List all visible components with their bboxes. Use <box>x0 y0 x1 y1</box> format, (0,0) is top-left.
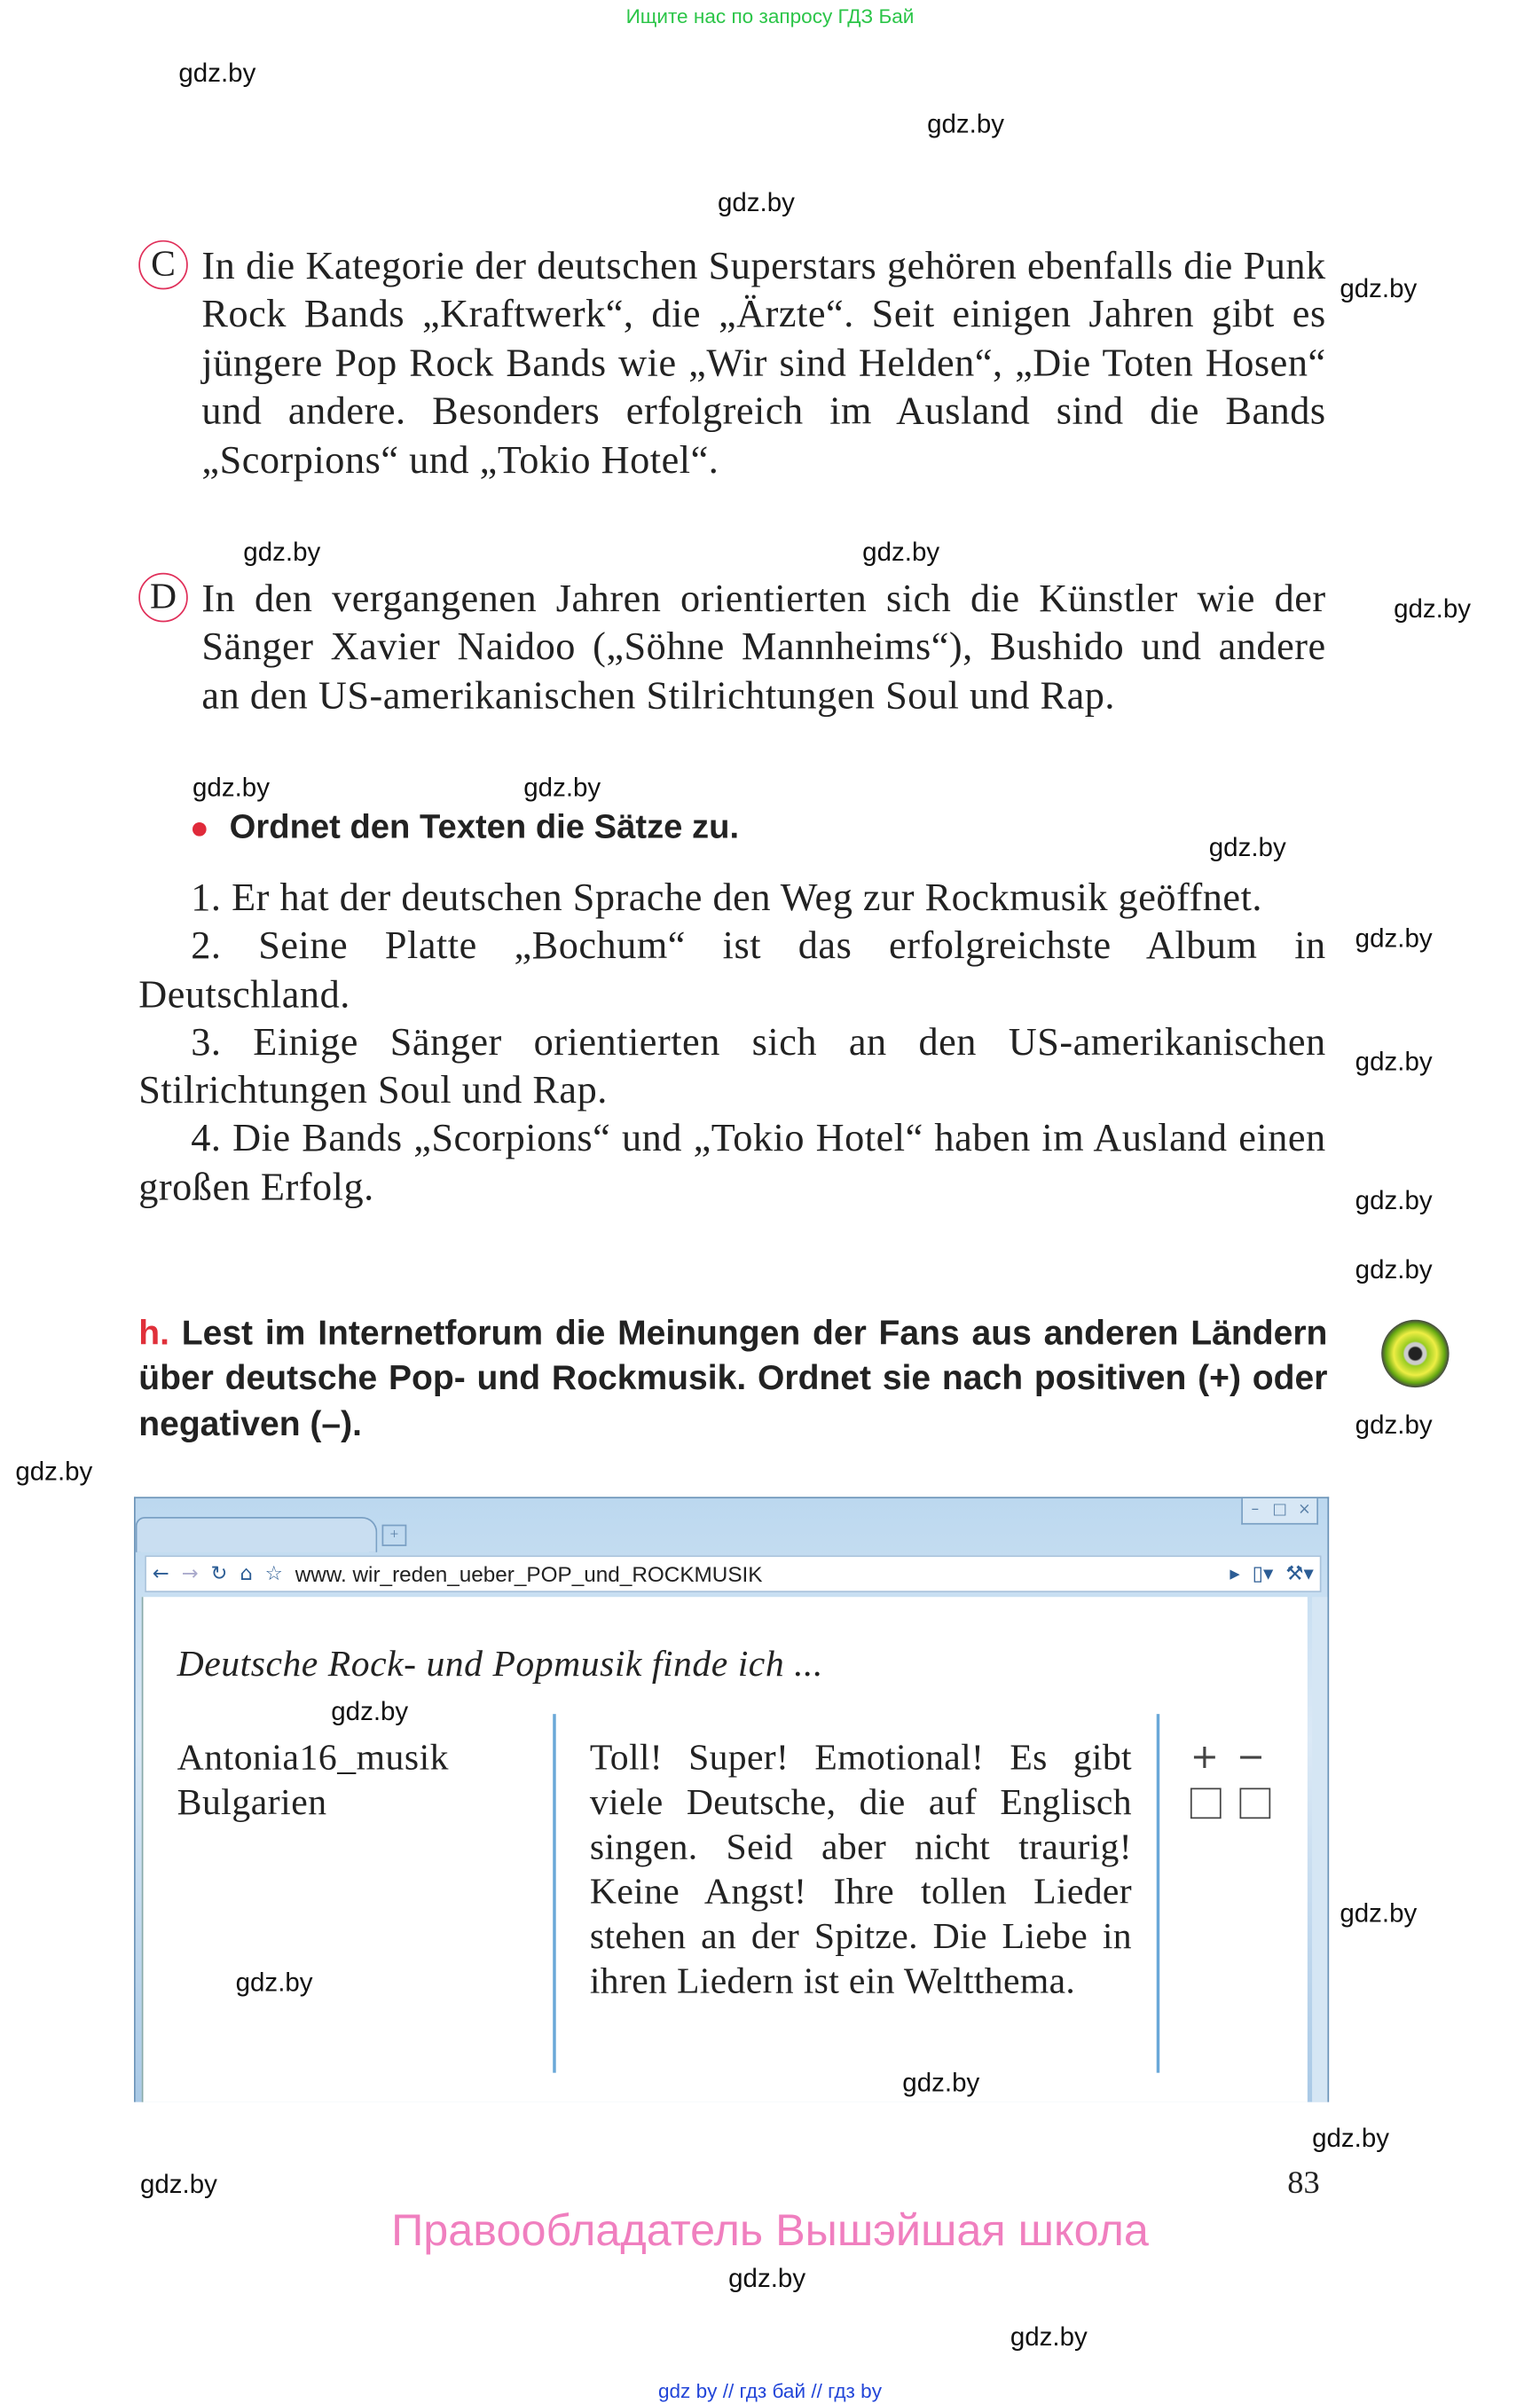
task-instruction: Ordnet den Texten die Sätze zu. <box>229 806 740 846</box>
copyright-owner: Правообладатель Вышэйшая школа <box>391 2206 1149 2257</box>
watermark: gdz.by <box>1010 2322 1088 2352</box>
section-d-text: In den vergangenen Jahren orientierten sich die Künstler wie der Sänger Xavier Naidoo („Söhne Mannheims“), Bushido und andere an den US-amerikanischen Stilrichtungen Soul und Rap. <box>201 576 1326 718</box>
watermark: gdz.by <box>717 187 795 217</box>
watermark: gdz.by <box>235 1968 313 1998</box>
watermark: gdz.by <box>139 2170 217 2200</box>
watermark: gdz.by <box>1340 1898 1418 1929</box>
sentence-item: 2. Seine Platte „Bochum“ ist das erfolgreichste Album in Deutschland. <box>138 923 1326 1017</box>
positive-checkbox[interactable] <box>1190 1787 1222 1819</box>
scrollbar[interactable] <box>1312 1597 1327 2102</box>
footer-links[interactable]: gdz by // гдз бай // гдз by <box>657 2379 883 2403</box>
plus-label: + <box>1190 1738 1219 1778</box>
user-country: Bulgarien <box>177 1783 327 1824</box>
close-icon[interactable]: × <box>1298 1501 1311 1519</box>
minimize-icon[interactable]: – <box>1251 1501 1260 1519</box>
star-icon[interactable]: ☆ <box>264 1562 283 1586</box>
browser-tab[interactable] <box>136 1517 378 1552</box>
column-divider <box>553 1714 555 2072</box>
watermark: gdz.by <box>178 58 256 88</box>
watermark: gdz.by <box>1208 833 1286 863</box>
watermark: gdz.by <box>1340 274 1418 303</box>
url-text[interactable]: www. wir_reden_ueber_POP_und_ROCKMUSIK <box>295 1561 763 1587</box>
sentence-item: 3. Einige Sänger orientierten sich an den US-amerikanischen Stilrichtungen Soul und Rap. <box>138 1019 1326 1112</box>
watermark: gdz.by <box>1355 1254 1433 1284</box>
watermark: gdz.by <box>1394 594 1472 625</box>
sentence-list <box>138 873 1325 1210</box>
negative-checkbox[interactable] <box>1239 1787 1270 1819</box>
watermark: gdz.by <box>523 773 601 803</box>
page-number: 83 <box>1287 2164 1320 2201</box>
username: Antonia16_musik <box>177 1738 450 1779</box>
watermark: gdz.by <box>1312 2123 1390 2153</box>
page-menu-icon[interactable]: ▯▾ <box>1252 1562 1274 1586</box>
minus-label: − <box>1237 1738 1266 1778</box>
forum-content <box>142 1597 1308 2102</box>
task-h <box>138 1310 1327 1446</box>
watermark: gdz.by <box>1355 923 1433 954</box>
section-c-text: In die Kategorie der deutschen Superstars gehören ebenfalls die Punk Rock Bands „Kraftwerk“, die „Ärzte“. Seit einigen Jahren gibt es jüngere Pop Rock Bands wie „Wir sind Helden“, „Die Toten Hosen“ und andere. Besonders erfolgreich im Ausland sind die Bands „Scorpions“ und „Tokio Hotel“. <box>201 243 1326 482</box>
watermark: gdz.by <box>902 2068 980 2098</box>
maximize-icon[interactable]: □ <box>1272 1501 1287 1519</box>
home-icon[interactable]: ⌂ <box>240 1562 253 1586</box>
watermark: gdz.by <box>243 537 321 567</box>
reload-icon[interactable]: ↻ <box>210 1562 228 1586</box>
address-bar[interactable] <box>145 1555 1321 1592</box>
watermark: gdz.by <box>1355 1185 1433 1215</box>
audio-cd-icon <box>1381 1320 1449 1387</box>
task-h-label: h. <box>138 1313 169 1353</box>
search-hint: Ищите нас по запросу ГДЗ Бай <box>625 4 915 28</box>
forum-post: Toll! Super! Emotional! Es gibt viele Deutsche, die auf Englisch singen. Seid aber nicht traurig! Keine Angst! Ihre tollen Lieder stehen an der Spitze. Die Liebe in ihren Liedern ist ein Weltthema. <box>589 1738 1132 2002</box>
forum-user <box>177 1737 449 1827</box>
watermark: gdz.by <box>1355 1047 1433 1077</box>
forum-heading: Deutsche Rock- und Popmusik finde ich ... <box>177 1645 823 1685</box>
bullet-icon <box>192 822 207 837</box>
watermark: gdz.by <box>192 773 270 803</box>
watermark: gdz.by <box>927 109 1005 139</box>
wrench-icon[interactable]: ⚒▾ <box>1285 1562 1314 1586</box>
go-icon[interactable]: ▸ <box>1230 1562 1240 1586</box>
sentence-item: 1. Er hat der deutschen Sprache den Weg zur Rockmusik geöffnet. <box>191 875 1263 920</box>
watermark: gdz.by <box>862 537 940 567</box>
new-tab-button[interactable]: + <box>382 1525 407 1546</box>
forward-icon[interactable]: → <box>181 1562 199 1586</box>
watermark: gdz.by <box>1355 1410 1433 1441</box>
browser-window <box>134 1497 1329 2102</box>
watermark: gdz.by <box>331 1697 409 1727</box>
sentence-item: 4. Die Bands „Scorpions“ und „Tokio Hotel“ haben im Ausland einen großen Erfolg. <box>138 1115 1326 1209</box>
column-divider <box>1157 1714 1159 2072</box>
back-icon[interactable]: ← <box>152 1562 169 1586</box>
section-d-marker: D <box>138 573 188 623</box>
section-c-marker: C <box>138 240 188 290</box>
task-h-text: Lest im Internetforum die Meinungen der Fans aus anderen Ländern über deutsche Pop- und Rockmusik. Ordnet sie nach positiven (+) oder negativen (–). <box>138 1313 1328 1442</box>
watermark: gdz.by <box>15 1457 93 1487</box>
window-controls <box>1241 1498 1318 1525</box>
watermark: gdz.by <box>728 2263 806 2293</box>
